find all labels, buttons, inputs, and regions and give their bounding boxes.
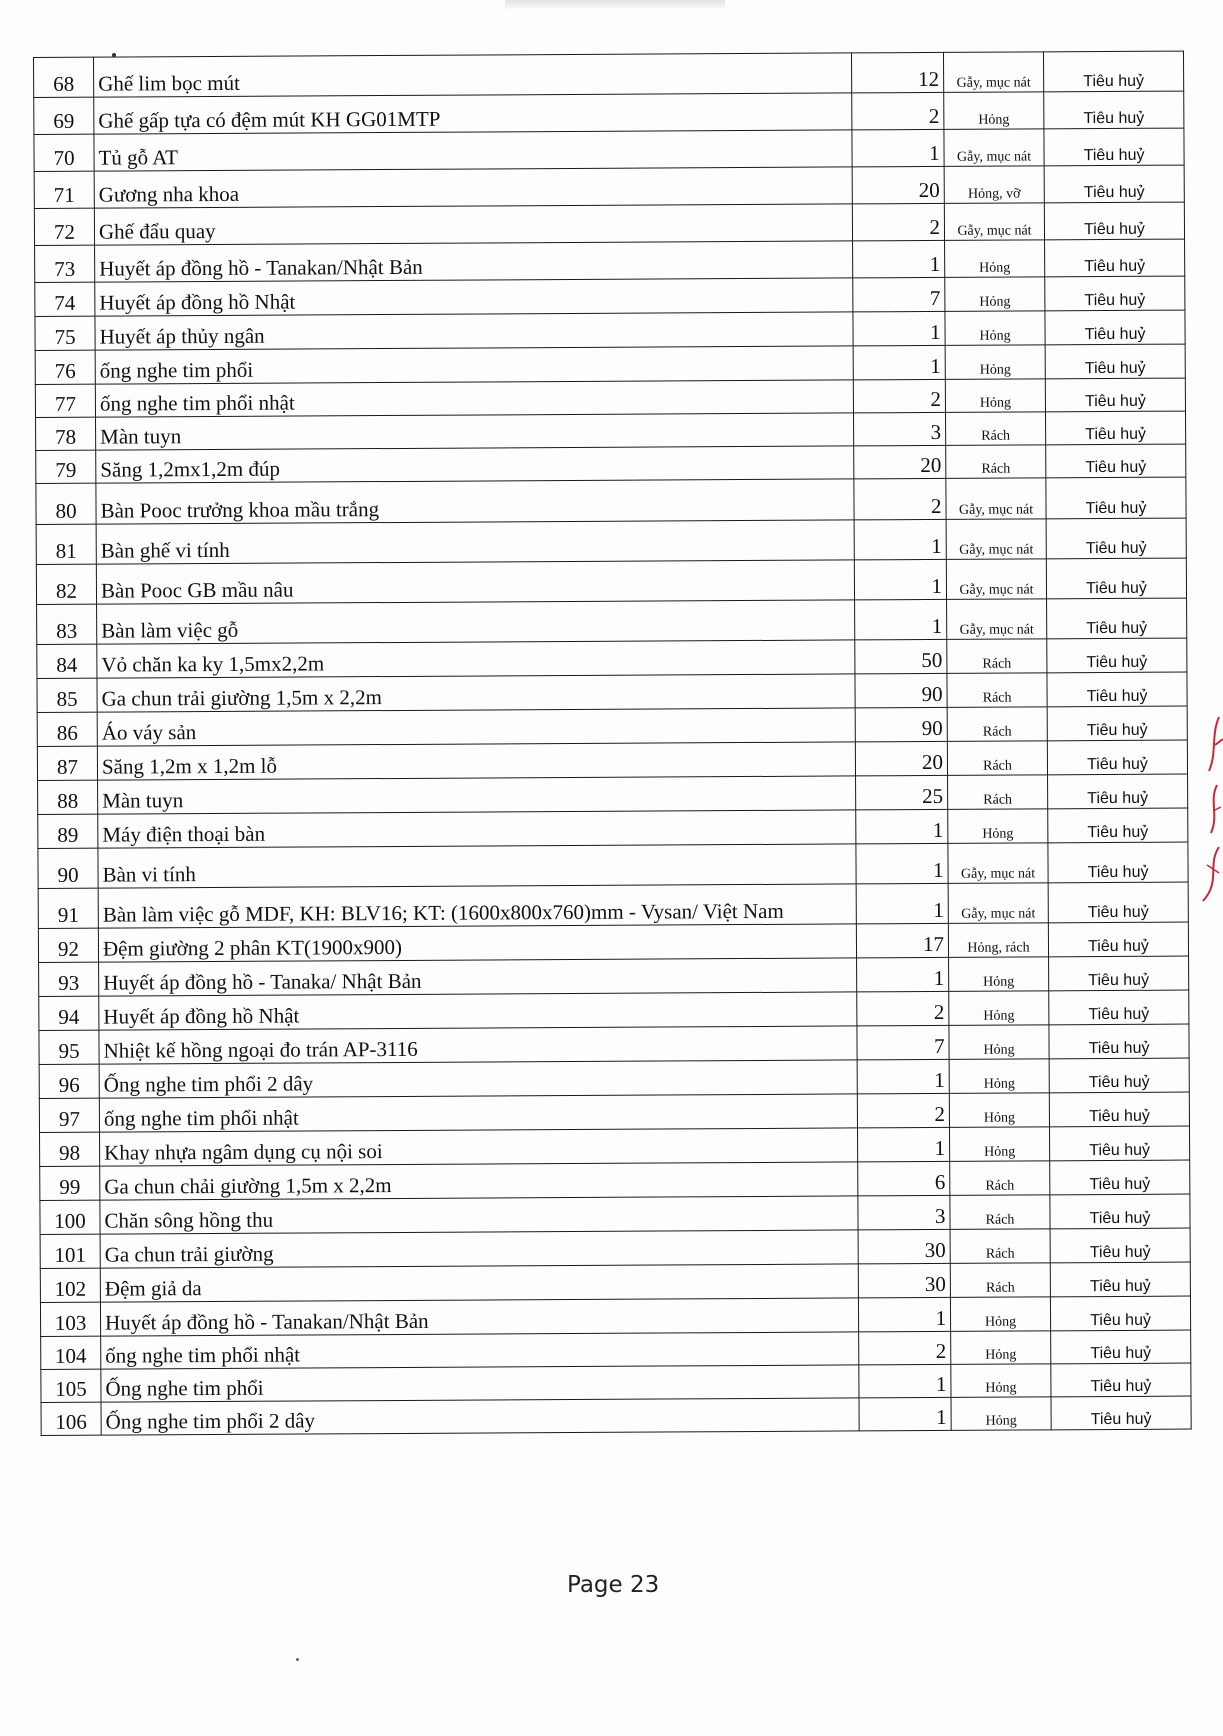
- disposal-action: Tiêu huỷ: [1049, 1126, 1189, 1161]
- row-number: 104: [41, 1336, 101, 1369]
- item-name: Huyết áp đồng hồ - Tanakan/Nhật Bản: [100, 1298, 858, 1336]
- disposal-action: Tiêu huỷ: [1048, 882, 1188, 923]
- disposal-action: Tiêu huỷ: [1044, 165, 1184, 203]
- item-name: Ống nghe tim phổi 2 dây: [101, 1398, 859, 1435]
- item-name: Huyết áp đồng hồ - Tanaka/ Nhật Bản: [99, 958, 857, 996]
- row-number: 105: [41, 1369, 101, 1402]
- item-name: Khay nhựa ngâm dụng cụ nội soi: [100, 1128, 858, 1166]
- item-name: ống nghe tim phổi nhật: [101, 1332, 859, 1369]
- table-row: [34, 165, 1184, 208]
- row-number: 72: [34, 208, 94, 245]
- disposal-action: Tiêu huỷ: [1044, 202, 1184, 240]
- row-number: 82: [36, 564, 96, 604]
- item-condition: Hỏng: [949, 1059, 1049, 1094]
- scan-smudge: [505, 0, 725, 10]
- item-name: Huyết áp đồng hồ Nhật: [99, 992, 857, 1030]
- item-quantity: 30: [858, 1229, 950, 1264]
- disposal-action: Tiêu huỷ: [1045, 310, 1185, 345]
- item-quantity: 90: [855, 673, 947, 708]
- item-quantity: 17: [856, 923, 948, 958]
- disposal-action: Tiêu huỷ: [1049, 1058, 1189, 1093]
- disposal-action: Tiêu huỷ: [1049, 956, 1189, 991]
- disposal-action: Tiêu huỷ: [1048, 774, 1188, 809]
- item-condition: Rách: [950, 1263, 1050, 1298]
- item-condition: Hỏng: [949, 991, 1049, 1026]
- item-condition: Hỏng: [949, 1093, 1049, 1128]
- item-condition: Hỏng: [945, 240, 1045, 278]
- item-name: Huyết áp đồng hồ - Tanakan/Nhật Bản: [95, 241, 853, 282]
- item-condition: Hỏng: [945, 311, 1045, 346]
- item-quantity: 7: [853, 277, 945, 312]
- item-quantity: 2: [854, 478, 946, 520]
- item-condition: Rách: [948, 775, 1048, 810]
- disposal-action: Tiêu huỷ: [1050, 1160, 1190, 1195]
- item-name: Ghế lim bọc mút: [94, 53, 852, 97]
- disposal-action: Tiêu huỷ: [1047, 638, 1187, 673]
- row-number: 90: [38, 848, 98, 888]
- table-row: [37, 598, 1187, 644]
- row-number: 93: [39, 962, 99, 996]
- item-name: Săng 1,2mx1,2m đúp: [96, 446, 854, 483]
- row-number: 68: [34, 57, 94, 97]
- item-condition: Rách: [950, 1195, 1050, 1230]
- row-number: 99: [40, 1166, 100, 1200]
- disposal-action: Tiêu huỷ: [1050, 1296, 1190, 1331]
- item-quantity: 1: [857, 1127, 949, 1162]
- item-name: Ghế đẩu quay: [94, 204, 852, 245]
- table-row: [36, 518, 1186, 564]
- row-number: 106: [41, 1402, 101, 1435]
- row-number: 96: [39, 1064, 99, 1098]
- item-condition: Hỏng: [945, 379, 1045, 413]
- item-quantity: 20: [855, 741, 947, 776]
- row-number: 91: [38, 888, 98, 928]
- item-name: ống nghe tim phổi: [95, 346, 853, 384]
- disposal-action: Tiêu huỷ: [1050, 1262, 1190, 1297]
- row-number: 71: [34, 171, 94, 208]
- table-row: [36, 477, 1186, 524]
- item-quantity: 25: [856, 775, 948, 810]
- item-quantity: 2: [852, 92, 944, 130]
- disposal-action: Tiêu huỷ: [1047, 740, 1187, 775]
- item-quantity: 1: [854, 519, 946, 560]
- item-condition: Hỏng: [949, 1127, 1049, 1162]
- disposal-action: Tiêu huỷ: [1044, 128, 1184, 166]
- item-condition: Hỏng: [944, 92, 1044, 130]
- row-number: 102: [40, 1268, 100, 1302]
- item-condition: Gẫy, mục nát: [943, 52, 1043, 93]
- disposal-action: Tiêu huỷ: [1046, 477, 1186, 519]
- item-name: Màn tuyn: [96, 413, 854, 450]
- item-name: Đệm giường 2 phân KT(1900x900): [98, 924, 856, 962]
- row-number: 100: [40, 1200, 100, 1234]
- disposal-action: Tiêu huỷ: [1049, 1092, 1189, 1127]
- item-quantity: 1: [856, 843, 948, 884]
- row-number: 98: [40, 1132, 100, 1166]
- item-condition: Rách: [947, 707, 1047, 742]
- disposal-action: Tiêu huỷ: [1044, 91, 1184, 129]
- row-number: 83: [37, 604, 97, 644]
- disposal-action: Tiêu huỷ: [1051, 1396, 1191, 1430]
- row-number: 103: [40, 1302, 100, 1336]
- disposal-action: Tiêu huỷ: [1046, 518, 1186, 559]
- row-number: 87: [37, 746, 97, 780]
- disposal-action: Tiêu huỷ: [1048, 922, 1188, 957]
- item-name: Ga chun chải giường 1,5m x 2,2m: [100, 1162, 858, 1200]
- item-condition: Hỏng, vỡ: [944, 166, 1044, 204]
- disposal-action: Tiêu huỷ: [1048, 842, 1188, 883]
- item-condition: Hỏng: [945, 345, 1045, 380]
- item-quantity: 2: [852, 203, 944, 241]
- item-quantity: 1: [854, 559, 946, 600]
- disposal-action: Tiêu huỷ: [1046, 558, 1186, 599]
- item-quantity: 2: [859, 1331, 951, 1365]
- item-condition: Gẫy, mục nát: [946, 478, 1046, 520]
- item-quantity: 1: [853, 240, 945, 278]
- item-name: ống nghe tim phổi nhật: [95, 380, 853, 417]
- row-number: 81: [36, 524, 96, 564]
- item-quantity: 2: [857, 991, 949, 1026]
- row-number: 80: [36, 483, 96, 524]
- item-quantity: 3: [854, 412, 946, 446]
- item-name: Nhiệt kế hồng ngoại đo trán AP-3116: [99, 1026, 857, 1064]
- table-row: [36, 558, 1186, 604]
- item-name: Chăn sông hồng thu: [100, 1196, 858, 1234]
- disposal-action: Tiêu huỷ: [1046, 444, 1186, 478]
- item-quantity: 1: [857, 1059, 949, 1094]
- item-quantity: 1: [859, 1364, 951, 1398]
- item-name: Máy điện thoại bàn: [98, 810, 856, 848]
- item-name: Ghế gấp tựa có đệm mút KH GG01MTP: [94, 93, 852, 134]
- item-quantity: 7: [857, 1025, 949, 1060]
- item-name: Bàn làm việc gỗ MDF, KH: BLV16; KT: (1600x800x760)mm - Vysan/ Việt Nam: [98, 884, 856, 928]
- item-name: Bàn làm việc gỗ: [97, 600, 855, 644]
- item-condition: Rách: [947, 639, 1047, 674]
- item-quantity: 1: [858, 1297, 950, 1332]
- item-name: Ga chun trải giường: [100, 1230, 858, 1268]
- item-name: Săng 1,2m x 1,2m lỗ: [97, 742, 855, 780]
- row-number: 97: [39, 1098, 99, 1132]
- row-number: 84: [37, 644, 97, 678]
- row-number: 75: [35, 316, 95, 350]
- item-quantity: 1: [856, 883, 948, 924]
- row-number: 76: [35, 350, 95, 384]
- item-name: Màn tuyn: [98, 776, 856, 814]
- item-condition: Hỏng: [949, 957, 1049, 992]
- item-name: Bàn Pooc GB mầu nâu: [96, 560, 854, 604]
- item-name: Áo váy sản: [97, 708, 855, 746]
- item-quantity: 2: [857, 1093, 949, 1128]
- item-condition: Hỏng: [945, 277, 1045, 312]
- item-condition: Hỏng: [949, 1025, 1049, 1060]
- item-condition: Hỏng, rách: [948, 923, 1048, 958]
- item-name: Bàn Pooc trưởng khoa mầu trắng: [96, 479, 854, 524]
- disposal-action: Tiêu huỷ: [1047, 706, 1187, 741]
- table-row: [34, 51, 1184, 97]
- disposal-action: Tiêu huỷ: [1043, 51, 1183, 92]
- row-number: 70: [34, 134, 94, 171]
- item-condition: Hỏng: [951, 1397, 1051, 1431]
- table-row: [41, 1396, 1191, 1435]
- item-condition: Gẫy, mục nát: [946, 559, 1046, 600]
- item-quantity: 6: [858, 1161, 950, 1196]
- item-quantity: 1: [856, 809, 948, 844]
- row-number: 74: [35, 282, 95, 316]
- item-name: Vỏ chăn ka ky 1,5mx2,2m: [97, 640, 855, 678]
- row-number: 95: [39, 1030, 99, 1064]
- table-row: [35, 239, 1185, 282]
- item-quantity: 30: [858, 1263, 950, 1298]
- item-quantity: 90: [855, 707, 947, 742]
- disposal-action: Tiêu huỷ: [1045, 344, 1185, 379]
- item-condition: Rách: [946, 445, 1046, 479]
- item-quantity: 1: [857, 957, 949, 992]
- item-quantity: 50: [855, 639, 947, 674]
- item-quantity: 1: [852, 129, 944, 167]
- item-name: Ga chun trải giường 1,5m x 2,2m: [97, 674, 855, 712]
- item-condition: Hỏng: [951, 1331, 1051, 1365]
- item-name: ống nghe tim phổi nhật: [99, 1094, 857, 1132]
- item-condition: Rách: [945, 412, 1045, 446]
- item-condition: Rách: [947, 673, 1047, 708]
- item-name: Bàn ghế vi tính: [96, 520, 854, 564]
- disposal-action: Tiêu huỷ: [1047, 598, 1187, 639]
- item-quantity: 12: [851, 52, 943, 93]
- item-name: Ống nghe tim phổi: [101, 1365, 859, 1402]
- item-name: Bàn vi tính: [98, 844, 856, 888]
- item-quantity: 20: [854, 445, 946, 479]
- item-condition: Rách: [947, 741, 1047, 776]
- item-condition: Gẫy, mục nát: [948, 843, 1048, 884]
- item-name: Tủ gỗ AT: [94, 130, 852, 171]
- item-condition: Gẫy, mục nát: [944, 203, 1044, 241]
- red-stamp-edge: [1197, 715, 1223, 905]
- table-body: [34, 51, 1192, 1435]
- disposal-action: Tiêu huỷ: [1051, 1330, 1191, 1364]
- page-number: Page 23: [567, 1572, 660, 1598]
- item-quantity: 2: [853, 379, 945, 413]
- item-name: Gương nha khoa: [94, 167, 852, 208]
- row-number: 77: [35, 384, 95, 417]
- disposal-action: Tiêu huỷ: [1050, 1194, 1190, 1229]
- disposal-action: Tiêu huỷ: [1045, 276, 1185, 311]
- item-quantity: 1: [859, 1397, 951, 1431]
- item-name: Huyết áp đồng hồ Nhật: [95, 278, 853, 316]
- item-quantity: 3: [858, 1195, 950, 1230]
- item-condition: Hỏng: [948, 809, 1048, 844]
- disposal-action: Tiêu huỷ: [1051, 1363, 1191, 1397]
- disposal-action: Tiêu huỷ: [1047, 672, 1187, 707]
- item-condition: Gẫy, mục nát: [946, 519, 1046, 560]
- table-row: [34, 128, 1184, 171]
- disposal-action: Tiêu huỷ: [1049, 990, 1189, 1025]
- item-name: Ống nghe tim phổi 2 dây: [99, 1060, 857, 1098]
- item-quantity: 1: [853, 311, 945, 346]
- asset-disposal-table: [33, 51, 1192, 1436]
- item-name: Huyết áp thủy ngân: [95, 312, 853, 350]
- table-row: [38, 922, 1188, 962]
- item-quantity: 1: [853, 345, 945, 380]
- item-condition: Rách: [950, 1229, 1050, 1264]
- row-number: 89: [38, 814, 98, 848]
- table-row: [34, 202, 1184, 245]
- disposal-action: Tiêu huỷ: [1045, 411, 1185, 445]
- item-condition: Hỏng: [950, 1297, 1050, 1332]
- row-number: 78: [36, 417, 96, 450]
- row-number: 79: [36, 450, 96, 483]
- item-condition: Hỏng: [951, 1364, 1051, 1398]
- row-number: 85: [37, 678, 97, 712]
- item-condition: Rách: [950, 1161, 1050, 1196]
- disposal-action: Tiêu huỷ: [1048, 808, 1188, 843]
- item-condition: Gẫy, mục nát: [947, 599, 1047, 640]
- disposal-action: Tiêu huỷ: [1050, 1228, 1190, 1263]
- row-number: 94: [39, 996, 99, 1030]
- disposal-action: Tiêu huỷ: [1045, 239, 1185, 277]
- disposal-action: Tiêu huỷ: [1045, 378, 1185, 412]
- item-quantity: 20: [852, 166, 944, 204]
- row-number: 88: [38, 780, 98, 814]
- table-row: [38, 842, 1188, 888]
- item-condition: Gẫy, mục nát: [948, 883, 1048, 924]
- row-number: 73: [35, 245, 95, 282]
- row-number: 69: [34, 97, 94, 134]
- disposal-action: Tiêu huỷ: [1049, 1024, 1189, 1059]
- item-name: Đệm giả da: [100, 1264, 858, 1302]
- row-number: 92: [38, 928, 98, 962]
- table-row: [38, 882, 1188, 928]
- table-row: [34, 91, 1184, 134]
- row-number: 86: [37, 712, 97, 746]
- scan-speck: [296, 1658, 299, 1661]
- item-condition: Gẫy, mục nát: [944, 129, 1044, 167]
- item-quantity: 1: [855, 599, 947, 640]
- row-number: 101: [40, 1234, 100, 1268]
